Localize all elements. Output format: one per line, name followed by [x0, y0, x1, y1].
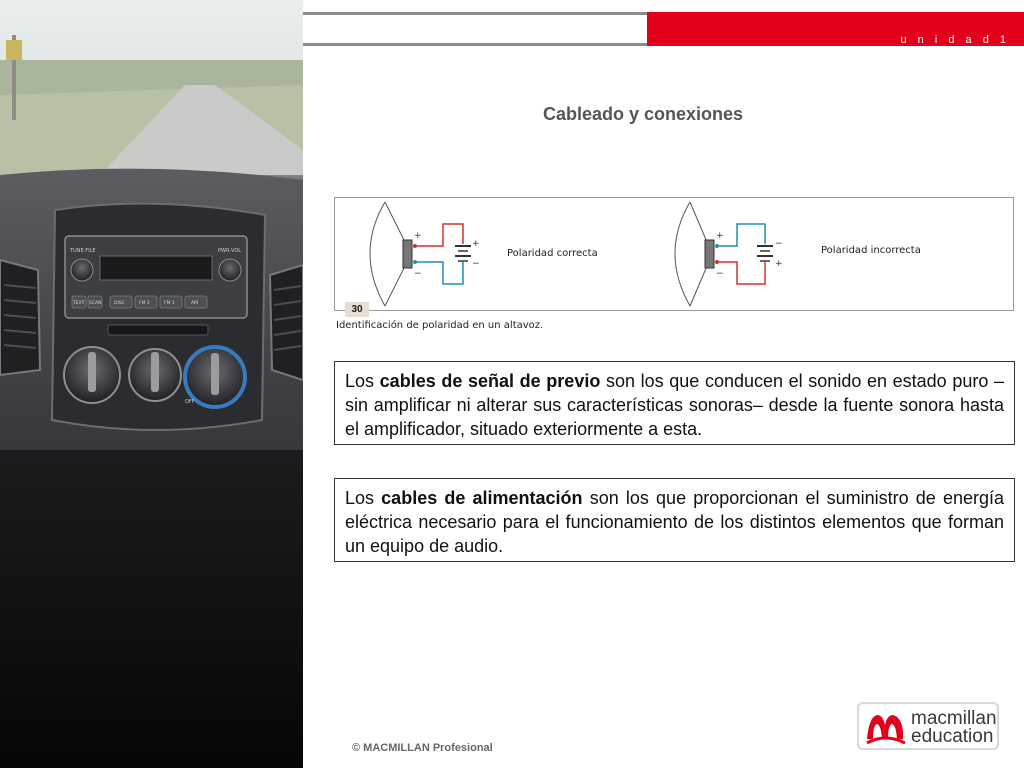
header-line-bottom: [303, 43, 647, 46]
header-line-top: [303, 12, 647, 15]
figure-number: 30: [345, 302, 369, 317]
paragraph-previo-prefix: Los: [345, 371, 380, 391]
paragraph-alimentacion-body: son los que proporcionan el suministro de energía eléctrica necesario para el funcionamiento de los distintos elementos que forman un equipo de audio.: [345, 488, 1004, 556]
paragraph-previo-body: son los que conducen el sonido en estado puro –sin amplificar ni alterar sus características sonoras– desde la fuente sonora hasta el amplificador, situado exteriormente a esta.: [345, 371, 1004, 439]
label-correct-polarity: Polaridad correcta: [507, 248, 598, 259]
dashboard-illustration: [0, 0, 303, 768]
dashboard-lower: [0, 450, 303, 768]
paragraph-alimentacion-term: cables de alimentación: [381, 488, 583, 508]
knob-indicator-left: [88, 352, 96, 392]
paragraph-previo-term: cables de señal de previo: [379, 371, 601, 391]
header-red-bar: [647, 12, 1024, 46]
tune-knob: [71, 259, 93, 281]
radio-label-text: TEXT: [73, 301, 85, 306]
label-incorrect-polarity: Polaridad incorrecta: [821, 245, 921, 256]
radio-label-disc: DISC: [114, 301, 125, 306]
page-title: Cableado y conexiones: [543, 104, 744, 124]
polarity-figure: [334, 197, 1014, 311]
speaker-correct: [370, 202, 471, 306]
cd-slot: [108, 325, 208, 335]
radio-label-scan: SCAN: [89, 301, 102, 306]
knob-indicator-center: [151, 352, 159, 392]
right-speaker-plus: +: [716, 231, 724, 241]
radio-display: [100, 256, 212, 280]
left-speaker-plus: +: [414, 231, 422, 241]
left-battery-minus: −: [472, 259, 480, 269]
right-speaker-minus: −: [716, 269, 724, 279]
logo-text-macmillan: macmillan: [911, 708, 997, 729]
logo-text-education: education: [911, 726, 994, 747]
radio-label-fm1: FM 1: [164, 301, 175, 306]
polarity-diagram: [335, 198, 1015, 312]
left-speaker-minus: −: [414, 269, 422, 279]
knob-indicator-right: [211, 353, 219, 395]
radio-label-fm2: FM 2: [139, 301, 150, 306]
dashboard-photo: [0, 0, 303, 768]
radio-brand-label: TUNE·FILE: [70, 248, 96, 254]
radio-label-am: AM: [191, 301, 198, 306]
right-battery-plus: +: [775, 259, 783, 269]
macmillan-logo-icon: [865, 707, 909, 747]
paragraph-previo: [334, 361, 1015, 445]
unit-label: u n i d a d 1: [900, 34, 1010, 46]
figure-caption: Identificación de polaridad en un altavoz.: [336, 320, 544, 331]
copyright: © MACMILLAN Profesional: [352, 742, 493, 754]
macmillan-logo: [857, 702, 999, 750]
left-battery-plus: +: [472, 239, 480, 249]
right-battery-minus: −: [775, 239, 783, 249]
road-sign: [6, 40, 22, 60]
volume-knob: [219, 259, 241, 281]
right-vent: [270, 265, 303, 380]
knob-off-label: OFF: [185, 399, 195, 405]
paragraph-alimentacion: [334, 478, 1015, 562]
paragraph-alimentacion-prefix: Los: [345, 488, 382, 508]
speaker-incorrect: [675, 202, 773, 306]
radio-pwr-label: PWR·VOL: [218, 248, 242, 254]
